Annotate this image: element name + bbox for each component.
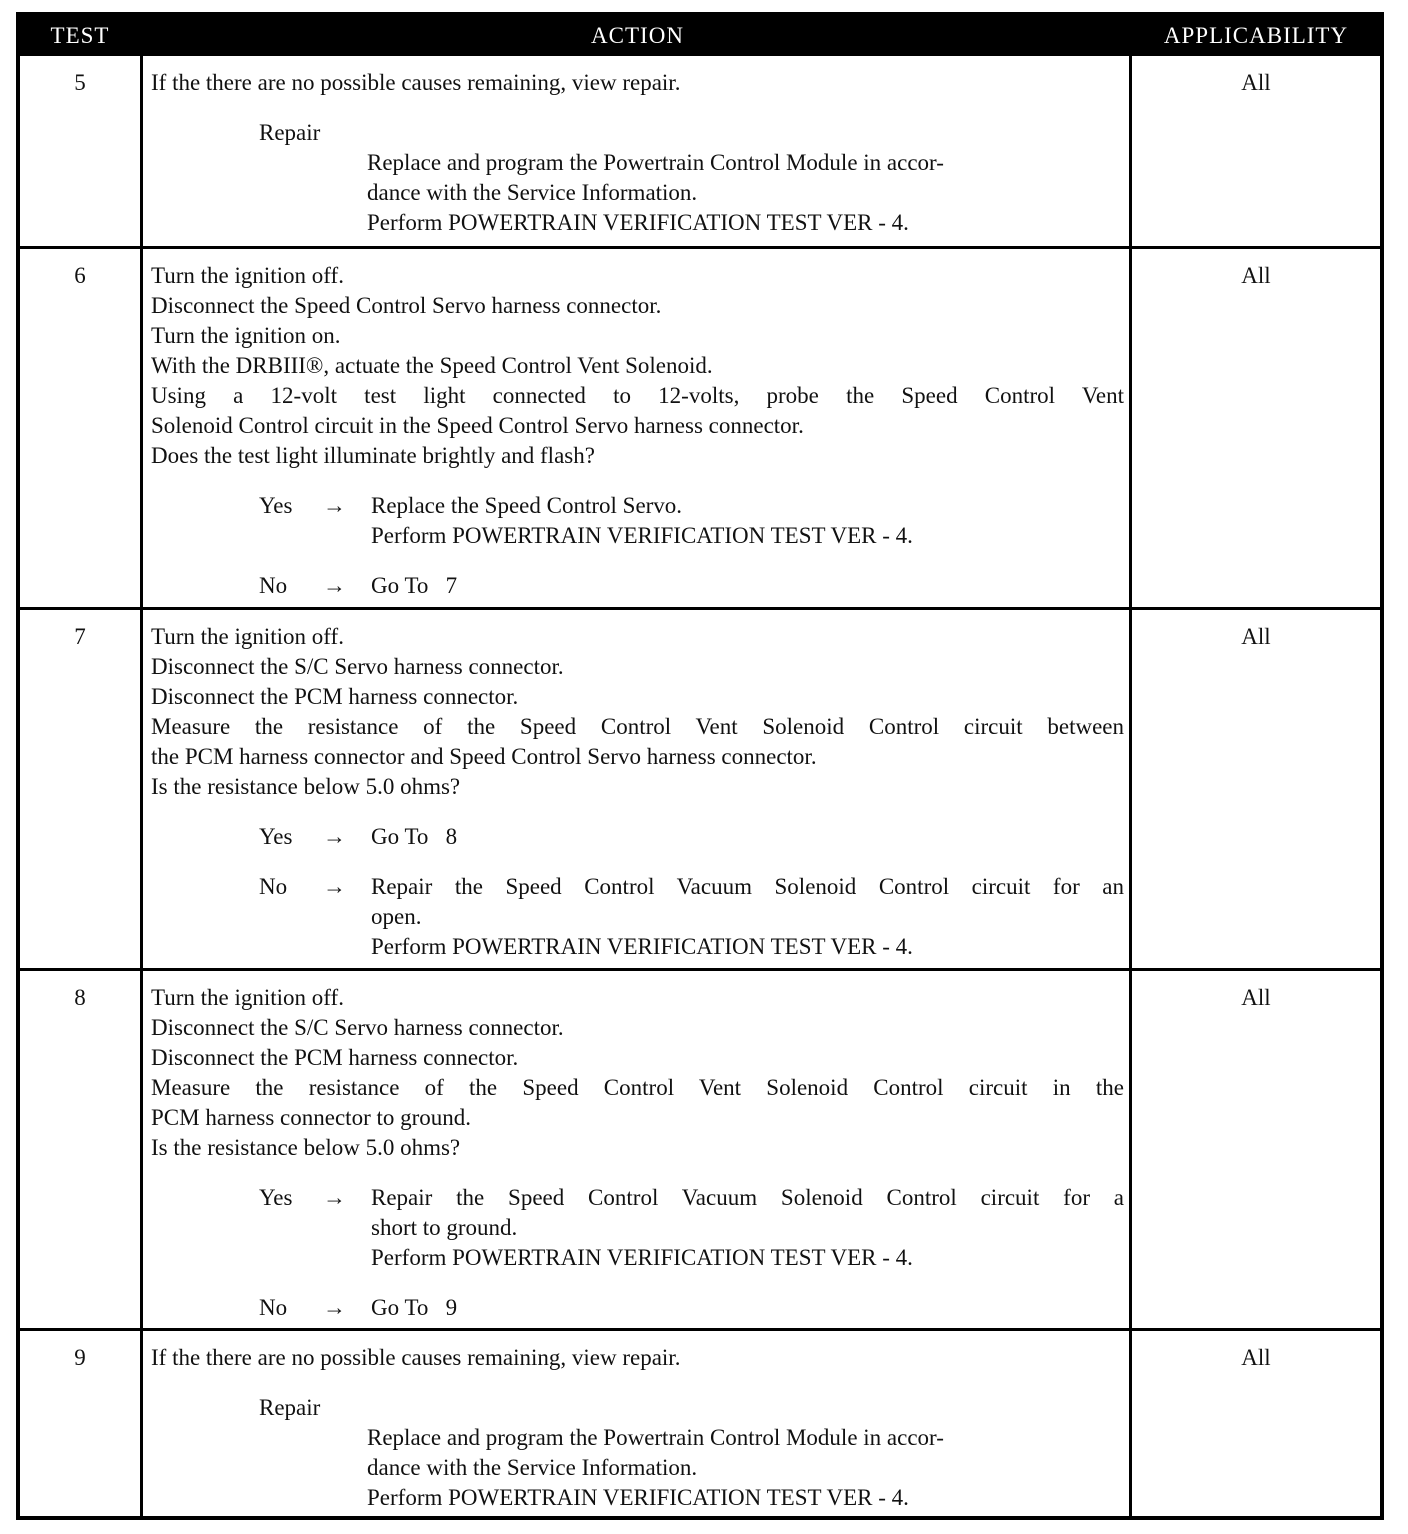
yes-label: Yes (259, 824, 293, 849)
action-cell (151, 1343, 1124, 1513)
test-number: 7 (74, 624, 86, 649)
repair-line: Perform POWERTRAIN VERIFICATION TEST VER - 4. (367, 210, 909, 235)
yes-response (151, 491, 1124, 551)
repair-label: Repair (259, 120, 321, 145)
action-line: Turn the ignition on. (151, 323, 341, 348)
action-line: Disconnect the S/C Servo harness connector. (151, 1015, 564, 1040)
no-response (151, 571, 1124, 601)
action-cell (151, 983, 1124, 1323)
response-line: Repair the Speed Control Vacuum Solenoid Control circuit for an (371, 874, 1124, 899)
test-number: 6 (74, 263, 86, 288)
arrow-icon: → (323, 824, 346, 849)
test-number: 5 (74, 70, 86, 95)
action-line: Is the resistance below 5.0 ohms? (151, 1135, 461, 1160)
repair-line: dance with the Service Information. (367, 180, 698, 205)
action-line: Disconnect the Speed Control Servo harness connector. (151, 293, 662, 318)
no-label: No (259, 1295, 288, 1320)
applicability-cell: All (1241, 263, 1271, 288)
header-action: ACTION (591, 23, 684, 48)
action-line: Using a 12-volt test light connected to 12-volts, probe the Speed Control Vent (151, 383, 1124, 408)
action-line: If the there are no possible causes remaining, view repair. (151, 1345, 681, 1370)
repair-line: Replace and program the Powertrain Control Module in accor- (367, 150, 944, 175)
applicability-cell: All (1241, 1345, 1271, 1370)
applicability-cell: All (1241, 70, 1271, 95)
action-cell (151, 68, 1124, 238)
action-line: Measure the resistance of the Speed Control Vent Solenoid Control circuit in the (151, 1075, 1124, 1100)
action-line: Is the resistance below 5.0 ohms? (151, 774, 461, 799)
no-label: No (259, 874, 288, 899)
test-number: 8 (74, 985, 86, 1010)
response-line: Go To 8 (371, 824, 458, 849)
action-line: the PCM harness connector and Speed Control Servo harness connector. (151, 744, 817, 769)
action-line: Turn the ignition off. (151, 624, 344, 649)
yes-label: Yes (259, 1185, 293, 1210)
action-line: Disconnect the PCM harness connector. (151, 684, 519, 709)
yes-response (151, 1183, 1124, 1273)
table-header (20, 16, 1380, 56)
action-line: Turn the ignition off. (151, 263, 344, 288)
repair-line: Replace and program the Powertrain Control Module in accor- (367, 1425, 944, 1450)
no-response (151, 1293, 1124, 1323)
response-line: Perform POWERTRAIN VERIFICATION TEST VER - 4. (371, 523, 913, 548)
table-row-test-7 (20, 610, 1380, 968)
yes-response (151, 822, 1124, 852)
response-line: Repair the Speed Control Vacuum Solenoid Control circuit for a (371, 1185, 1124, 1210)
repair-line: Perform POWERTRAIN VERIFICATION TEST VER - 4. (367, 1485, 909, 1510)
action-line: PCM harness connector to ground. (151, 1105, 472, 1130)
table-row-test-5 (20, 56, 1380, 246)
response-line: Go To 9 (371, 1295, 458, 1320)
yes-label: Yes (259, 493, 293, 518)
no-label: No (259, 573, 288, 598)
repair-label: Repair (259, 1395, 321, 1420)
arrow-icon: → (323, 1295, 346, 1320)
response-line: Perform POWERTRAIN VERIFICATION TEST VER - 4. (371, 1245, 913, 1270)
action-line: Disconnect the PCM harness connector. (151, 1045, 519, 1070)
header-applicability: APPLICABILITY (1163, 23, 1349, 48)
action-line: If the there are no possible causes remaining, view repair. (151, 70, 681, 95)
response-line: open. (371, 904, 422, 929)
table-row-test-9 (20, 1331, 1380, 1520)
arrow-icon: → (323, 1185, 346, 1210)
response-line: Replace the Speed Control Servo. (371, 493, 683, 518)
no-response (151, 872, 1124, 962)
action-line: Solenoid Control circuit in the Speed Control Servo harness connector. (151, 413, 804, 438)
response-line: Perform POWERTRAIN VERIFICATION TEST VER - 4. (371, 934, 913, 959)
action-line: Turn the ignition off. (151, 985, 344, 1010)
arrow-icon: → (323, 573, 346, 598)
table-row-test-8 (20, 971, 1380, 1328)
table-row-test-6 (20, 249, 1380, 607)
header-test: TEST (50, 23, 110, 48)
response-line: short to ground. (371, 1215, 518, 1240)
applicability-cell: All (1241, 624, 1271, 649)
repair-line: dance with the Service Information. (367, 1455, 698, 1480)
arrow-icon: → (323, 493, 346, 518)
action-line: Disconnect the S/C Servo harness connector. (151, 654, 564, 679)
action-cell (151, 261, 1124, 601)
diagnostic-test-table (16, 12, 1384, 1520)
test-number: 9 (74, 1345, 86, 1370)
applicability-cell: All (1241, 985, 1271, 1010)
action-line: Measure the resistance of the Speed Control Vent Solenoid Control circuit between (151, 714, 1124, 739)
action-line: With the DRBIII®, actuate the Speed Control Vent Solenoid. (151, 353, 713, 378)
arrow-icon: → (323, 874, 346, 899)
action-cell (151, 622, 1124, 962)
action-line: Does the test light illuminate brightly and flash? (151, 443, 595, 468)
response-line: Go To 7 (371, 573, 458, 598)
